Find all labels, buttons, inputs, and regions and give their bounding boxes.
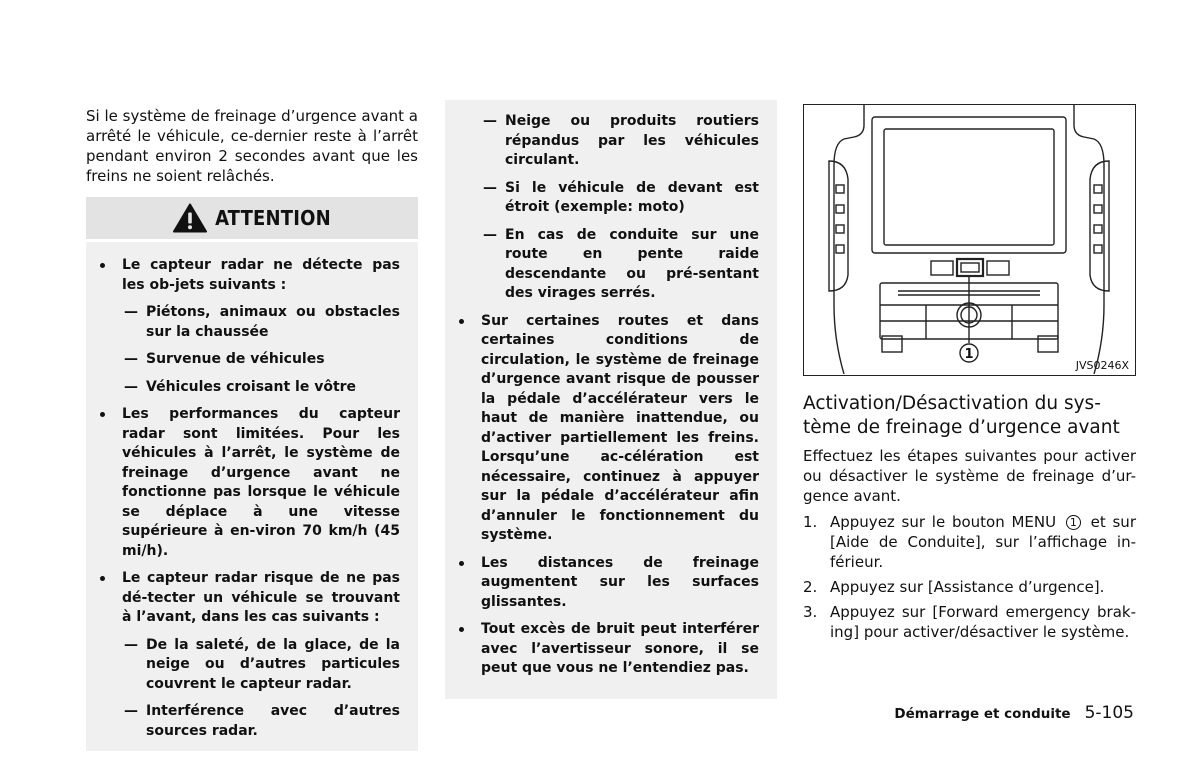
step-text: Appuyez sur [Assistance d’urgence]. — [830, 578, 1105, 596]
dash-item: — Interférence avec d’autres sources radar. — [98, 702, 400, 741]
dashboard-illustration — [803, 104, 1136, 376]
dash-item: — En cas de conduite sur une route en pente raide descendante ou pré-sentant des virages serrés. — [457, 226, 759, 304]
dash-item: — Véhicules croisant le vôtre — [98, 378, 400, 398]
attention-title: ATTENTION — [215, 206, 331, 230]
bullet-item: Les distances de freinage augmentent sur les surfaces glissantes. — [457, 554, 759, 613]
step-number: 2. — [803, 578, 818, 596]
warning-triangle-icon — [173, 203, 207, 233]
bullet-item: Le capteur radar ne détecte pas les ob-jets suivants : — [98, 256, 400, 295]
intro-paragraph: Si le système de freinage d’urgence avant a arrêté le véhicule, ce-dernier reste à l’arrêt pendant environ 2 secondes avant que les freins ne soient relâchés. — [86, 107, 418, 185]
step-item — [803, 512, 1136, 572]
bullet-item: Le capteur radar risque de ne pas dé-tecter un véhicule se trouvant à l’avant, dans les cas suivants : — [98, 569, 400, 628]
dash-item: — Si le véhicule de devant est étroit (exemple: moto) — [457, 179, 759, 218]
figure-callout: 1 — [964, 347, 974, 362]
page-footer — [894, 703, 1134, 723]
attention-body — [86, 242, 418, 751]
dash-item: — Survenue de véhicules — [98, 350, 400, 370]
bullet-item: Tout excès de bruit peut interférer avec l’avertisseur sonore, il se peut que vous ne l’entendiez pas. — [457, 620, 759, 679]
attention-header — [86, 197, 418, 239]
callout-circle: 1 — [1066, 515, 1081, 530]
step-text: Appuyez sur le bouton MENU — [830, 513, 1057, 531]
column-middle — [445, 100, 777, 699]
step-item — [803, 602, 1136, 642]
step-number: 1. — [803, 513, 818, 531]
footer-section-title: Démarrage et conduite — [894, 706, 1071, 722]
dash-item: — De la saleté, de la glace, de la neige ou d’autres particules couvrent le capteur radar. — [98, 636, 400, 695]
column-right — [803, 104, 1136, 647]
center-console-drawing — [804, 105, 1134, 374]
bullet-item: Sur certaines routes et dans certaines conditions de circulation, le système de freinage d’urgence avant risque de pousser la pédale d’accélérateur vers le haut de manière inattendue, ou d’activer partiellement les freins. Lorsqu’une ac-célération est nécessaire, continuez à appuyer sur la pédale d’accélérateur afin d’annuler le fonctionnement du système. — [457, 312, 759, 546]
section-paragraph: Effectuez les étapes suivantes pour activer ou désactiver le système de freinage d’ur-gence avant. — [803, 447, 1136, 505]
section-heading: Activation/Désactivation du sys-tème de freinage d’urgence avant — [803, 393, 1120, 438]
step-number: 3. — [803, 603, 818, 621]
attention-body-continued — [445, 100, 777, 699]
dash-item: — Neige ou produits routiers répandus par les véhicules circulant. — [457, 112, 759, 171]
step-text-continued: et sur [Aide de Conduite], sur l’affichage in-férieur. — [830, 513, 1136, 571]
step-text: Appuyez sur [Forward emergency brak-ing] pour activer/désactiver le système. — [830, 603, 1136, 641]
figure-label: JVS0246X — [1075, 359, 1129, 372]
dash-item: — Piétons, animaux ou obstacles sur la chaussée — [98, 303, 400, 342]
page-number: 5-105 — [1084, 703, 1134, 723]
column-left — [86, 106, 418, 751]
bullet-item: Les performances du capteur radar sont limitées. Pour les véhicules à l’arrêt, le système de freinage d’urgence avant ne fonctionne pas lorsque le véhicule se déplace à une vitesse supérieure à en-viron 70 km/h (45 mi/h). — [98, 405, 400, 561]
step-item — [803, 577, 1136, 597]
